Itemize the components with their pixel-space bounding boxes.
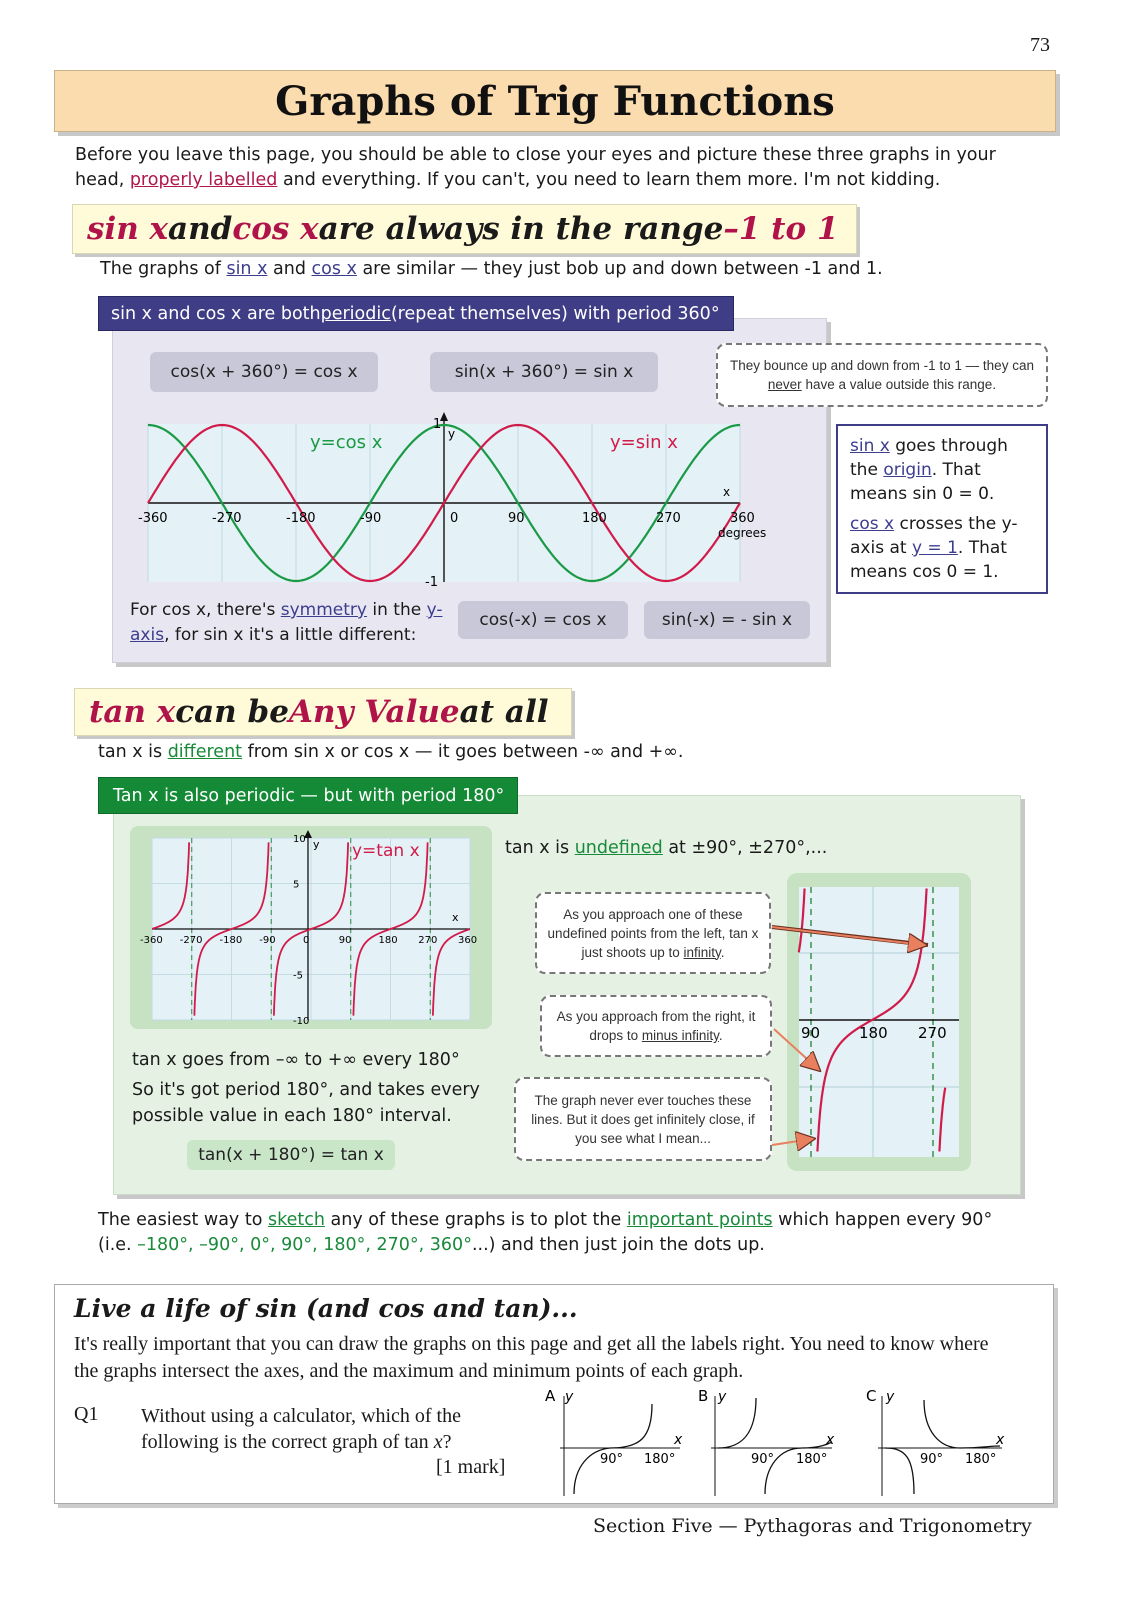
q-x: x: [433, 1431, 443, 1453]
intro-text: Before you leave this page, you should be able to close your eyes and picture these three graphs in your head,: [75, 145, 996, 190]
formula-cos-period: cos(x + 360°) = cos x: [150, 352, 378, 392]
formula-sin-period: sin(x + 360°) = sin x: [430, 352, 658, 392]
section2-subtitle: [98, 742, 683, 762]
arrow-asymptote: [772, 1139, 812, 1145]
x-tick-label: 360: [730, 511, 755, 526]
banner-text: sin x and cos x are both: [111, 303, 321, 324]
option-b-y: y: [718, 1389, 727, 1405]
callout-arrows: [760, 915, 940, 1155]
callout2-text: As you approach from the right, it drops to: [556, 1009, 756, 1043]
banner-text-2: (repeat themselves) with period 360°: [390, 303, 720, 324]
tan-x-tick: -180: [219, 935, 243, 946]
intro-paragraph: [75, 143, 1035, 193]
y-axis-label: y: [448, 427, 456, 441]
heading-sin: sin x: [87, 211, 169, 247]
tan-x-tick: -360: [140, 935, 163, 946]
option-b-tick2: 180°: [796, 1452, 828, 1467]
callout1-text: As you approach one of these undefined points from the left, tan x just shoots up to: [547, 906, 759, 960]
formula-tan-period: tan(x + 180°) = tan x: [187, 1140, 395, 1170]
tan-x-tick: -270: [179, 935, 203, 946]
callout-asymptote: The graph never ever touches these lines. But it does get infinitely close, if you see what I mean...: [514, 1077, 772, 1161]
tan-y-tick: -5: [293, 970, 303, 982]
zoom-tick-270: 270: [918, 1024, 947, 1042]
periodic-banner: [98, 296, 734, 331]
sym-yaxis: y-axis: [130, 600, 443, 645]
option-b-x: x: [826, 1432, 835, 1448]
x-tick-label: -180: [286, 511, 316, 526]
x-tick-label: 270: [656, 511, 681, 526]
page-number: 73: [1030, 34, 1050, 56]
sin-origin-note: [850, 434, 1034, 506]
tan-x-tick-labels: [140, 935, 477, 946]
info-text: goes through the: [850, 436, 1008, 480]
cos-series-label: y=cos x: [310, 432, 383, 453]
section1-subtitle: [100, 259, 883, 279]
page-title: Graphs of Trig Functions: [275, 77, 835, 125]
heading-cos: cos x: [232, 211, 319, 247]
formula-sin-neg: sin(-x) = - sin x: [644, 601, 810, 639]
heading-at-all: at all: [459, 694, 549, 730]
y-tick-neg1: -1: [425, 575, 438, 590]
heading-can-be: can be: [175, 694, 289, 730]
info-y1: y = 1: [911, 538, 958, 558]
x-tick-label: -90: [360, 511, 382, 526]
cos-axis-note: [850, 512, 1034, 584]
option-b-curve-right: [765, 1442, 832, 1494]
heading-range-values: –1 to 1: [723, 211, 839, 247]
heading-and: and: [168, 211, 233, 247]
x-tick-label: -360: [138, 511, 168, 526]
sub-text: The graphs of: [100, 259, 227, 279]
sin-series-label: y=sin x: [610, 432, 678, 453]
option-a-x: x: [674, 1432, 683, 1448]
callout-left-approach: [535, 892, 771, 974]
x-tick-label: 90: [508, 511, 525, 526]
option-c-letter: C: [866, 1387, 877, 1405]
tip-text-3: which happen every 90° (i.e.: [98, 1210, 993, 1255]
x-tick-label: -270: [212, 511, 242, 526]
summary-heading: Live a life of sin (and cos and tan)...: [74, 1294, 578, 1323]
tip-text: The easiest way to: [98, 1210, 268, 1230]
tan-y-label: y: [313, 838, 320, 851]
intro-link: properly labelled: [129, 170, 278, 190]
sym-text-2: in the: [366, 600, 427, 620]
y-tick-1: 1: [433, 417, 442, 432]
sin-cos-info-box: [836, 424, 1048, 594]
question-marks: [1 mark]: [436, 1456, 506, 1478]
tip-important-points: important points: [626, 1210, 773, 1230]
option-c-curve-right: [924, 1400, 1000, 1448]
callout-right-approach: [540, 995, 772, 1057]
option-c-y: y: [886, 1389, 895, 1405]
x-axis-label: x: [723, 485, 731, 499]
sub-sin: sin x: [226, 259, 268, 279]
banner-periodic: periodic: [320, 303, 391, 324]
info-sin: sin x: [850, 436, 890, 456]
heading-range: are always in the range: [318, 211, 724, 247]
info-text-3: crosses the y-axis at: [850, 514, 1018, 558]
sin-cos-chart: [128, 410, 768, 590]
undef-undefined: undefined: [574, 838, 663, 858]
callout2-minus-infinity: minus infinity: [641, 1028, 719, 1043]
tan-period-line1: tan x goes from –∞ to +∞ every 180°: [132, 1050, 460, 1070]
heading-any-value: Any Value: [288, 694, 460, 730]
info-cos: cos x: [850, 514, 895, 534]
zoom-tick-90: 90: [801, 1024, 821, 1042]
range-callout: [716, 343, 1048, 407]
x-tick-label: 0: [450, 511, 459, 526]
arrow-infinity-fill: [772, 927, 924, 945]
tan-x-tick: 90: [338, 935, 352, 946]
q-mark: ?: [442, 1431, 452, 1453]
option-c-tick1: 90°: [920, 1452, 944, 1467]
option-a-tick1: 90°: [600, 1452, 624, 1467]
undefined-note: [505, 838, 827, 858]
sub-cos: cos x: [311, 259, 357, 279]
sub-text: and: [267, 259, 312, 279]
tip-sketch: sketch: [267, 1210, 325, 1230]
zoom-tick-180: 180: [859, 1024, 888, 1042]
sym-symmetry: symmetry: [280, 600, 367, 620]
intro-text-2: and everything. If you can't, you need to learn them more. I'm not kidding.: [277, 170, 941, 190]
tan-x-tick: 180: [378, 935, 398, 946]
title-banner: [54, 70, 1056, 132]
option-c-graph[interactable]: [866, 1387, 1005, 1496]
callout-text-2: have a value outside this range.: [801, 377, 997, 392]
answer-options: [540, 1386, 1020, 1498]
option-a-y: y: [565, 1389, 574, 1405]
option-a-graph[interactable]: [545, 1387, 683, 1496]
undef-text-2: at ±90°, ±270°,...: [662, 838, 828, 858]
option-b-graph[interactable]: [698, 1387, 835, 1496]
sym-text-3: , for sin x it's a little different:: [164, 625, 417, 645]
sketch-tip: [98, 1208, 1028, 1258]
section-heading-tan: [74, 688, 572, 736]
option-b-tick1: 90°: [751, 1452, 775, 1467]
tan-period-line2: So it's got period 180°, and takes every possible value in each 180° interval.: [132, 1080, 480, 1126]
option-a-curve-right: [610, 1404, 652, 1448]
q-text: Without using a calculator, which of the following is the correct graph of tan: [141, 1405, 461, 1453]
sym-text: For cos x, there's: [130, 600, 281, 620]
sub2-text: tan x is: [98, 742, 168, 762]
question-text: [141, 1403, 501, 1455]
callout-text: They bounce up and down from -1 to 1 — they can: [730, 358, 1034, 373]
tip-angles: –180°, –90°, 0°, 90°, 180°, 270°, 360°: [137, 1235, 472, 1255]
tan-x-label: x: [452, 911, 459, 924]
tan-x-tick: -90: [259, 935, 276, 946]
info-origin: origin: [883, 460, 932, 480]
callout2-end: .: [718, 1028, 723, 1043]
tan-x-tick: 270: [418, 935, 438, 946]
tan-period-banner: Tan x is also periodic — but with period 180°: [98, 777, 518, 814]
x-tick-label: 180: [582, 511, 607, 526]
undef-text: tan x is: [505, 838, 575, 858]
heading-tan: tan x: [89, 694, 176, 730]
option-b-letter: B: [698, 1387, 709, 1405]
option-c-x: x: [996, 1432, 1005, 1448]
tip-text-4: ...) and then just join the dots up.: [471, 1235, 765, 1255]
option-a-letter: A: [545, 1387, 556, 1405]
sub2-text-2: from sin x or cos x — it goes between -∞ and +∞.: [242, 742, 684, 762]
option-b-curve-left: [718, 1398, 756, 1448]
tan-y-tick: 10: [293, 834, 306, 845]
option-a-tick2: 180°: [644, 1452, 676, 1467]
summary-text: It's really important that you can draw the graphs on this page and get all the labels right. You need to know where the graphs intersect the axes, and the maximum and minimum points of each graph.: [74, 1333, 989, 1382]
formula-cos-neg: cos(-x) = cos x: [458, 601, 628, 639]
section-heading-sin-cos: [72, 204, 857, 254]
option-c-curve-left: [885, 1448, 914, 1494]
degrees-label: degrees: [718, 526, 767, 540]
info-text-4: . That means cos 0 = 1.: [850, 538, 1007, 582]
sub2-different: different: [167, 742, 243, 762]
tan-series-label: y=tan x: [352, 841, 420, 861]
symmetry-note: [130, 598, 450, 648]
question-number: Q1: [74, 1403, 99, 1425]
info-text-2: . That means sin 0 = 0.: [850, 460, 995, 504]
sub-text: are similar — they just bob up and down between -1 and 1.: [356, 259, 883, 279]
tan-x-tick: 0: [303, 935, 310, 946]
page-footer: Section Five — Pythagoras and Trigonometry: [593, 1515, 1032, 1537]
callout-never: never: [767, 377, 802, 392]
callout1-infinity: infinity: [683, 944, 721, 960]
arrow-minus-infinity: [774, 1029, 818, 1069]
option-c-tick2: 180°: [965, 1452, 997, 1467]
tan-y-tick: 5: [293, 879, 300, 891]
tip-text-2: any of these graphs is to plot the: [324, 1210, 627, 1230]
callout1-end: .: [720, 944, 725, 960]
tan-period-note: [132, 1047, 492, 1129]
tan-x-tick: 360: [458, 935, 478, 946]
tan-y-tick: -10: [293, 1016, 310, 1027]
tan-chart: [130, 826, 492, 1029]
